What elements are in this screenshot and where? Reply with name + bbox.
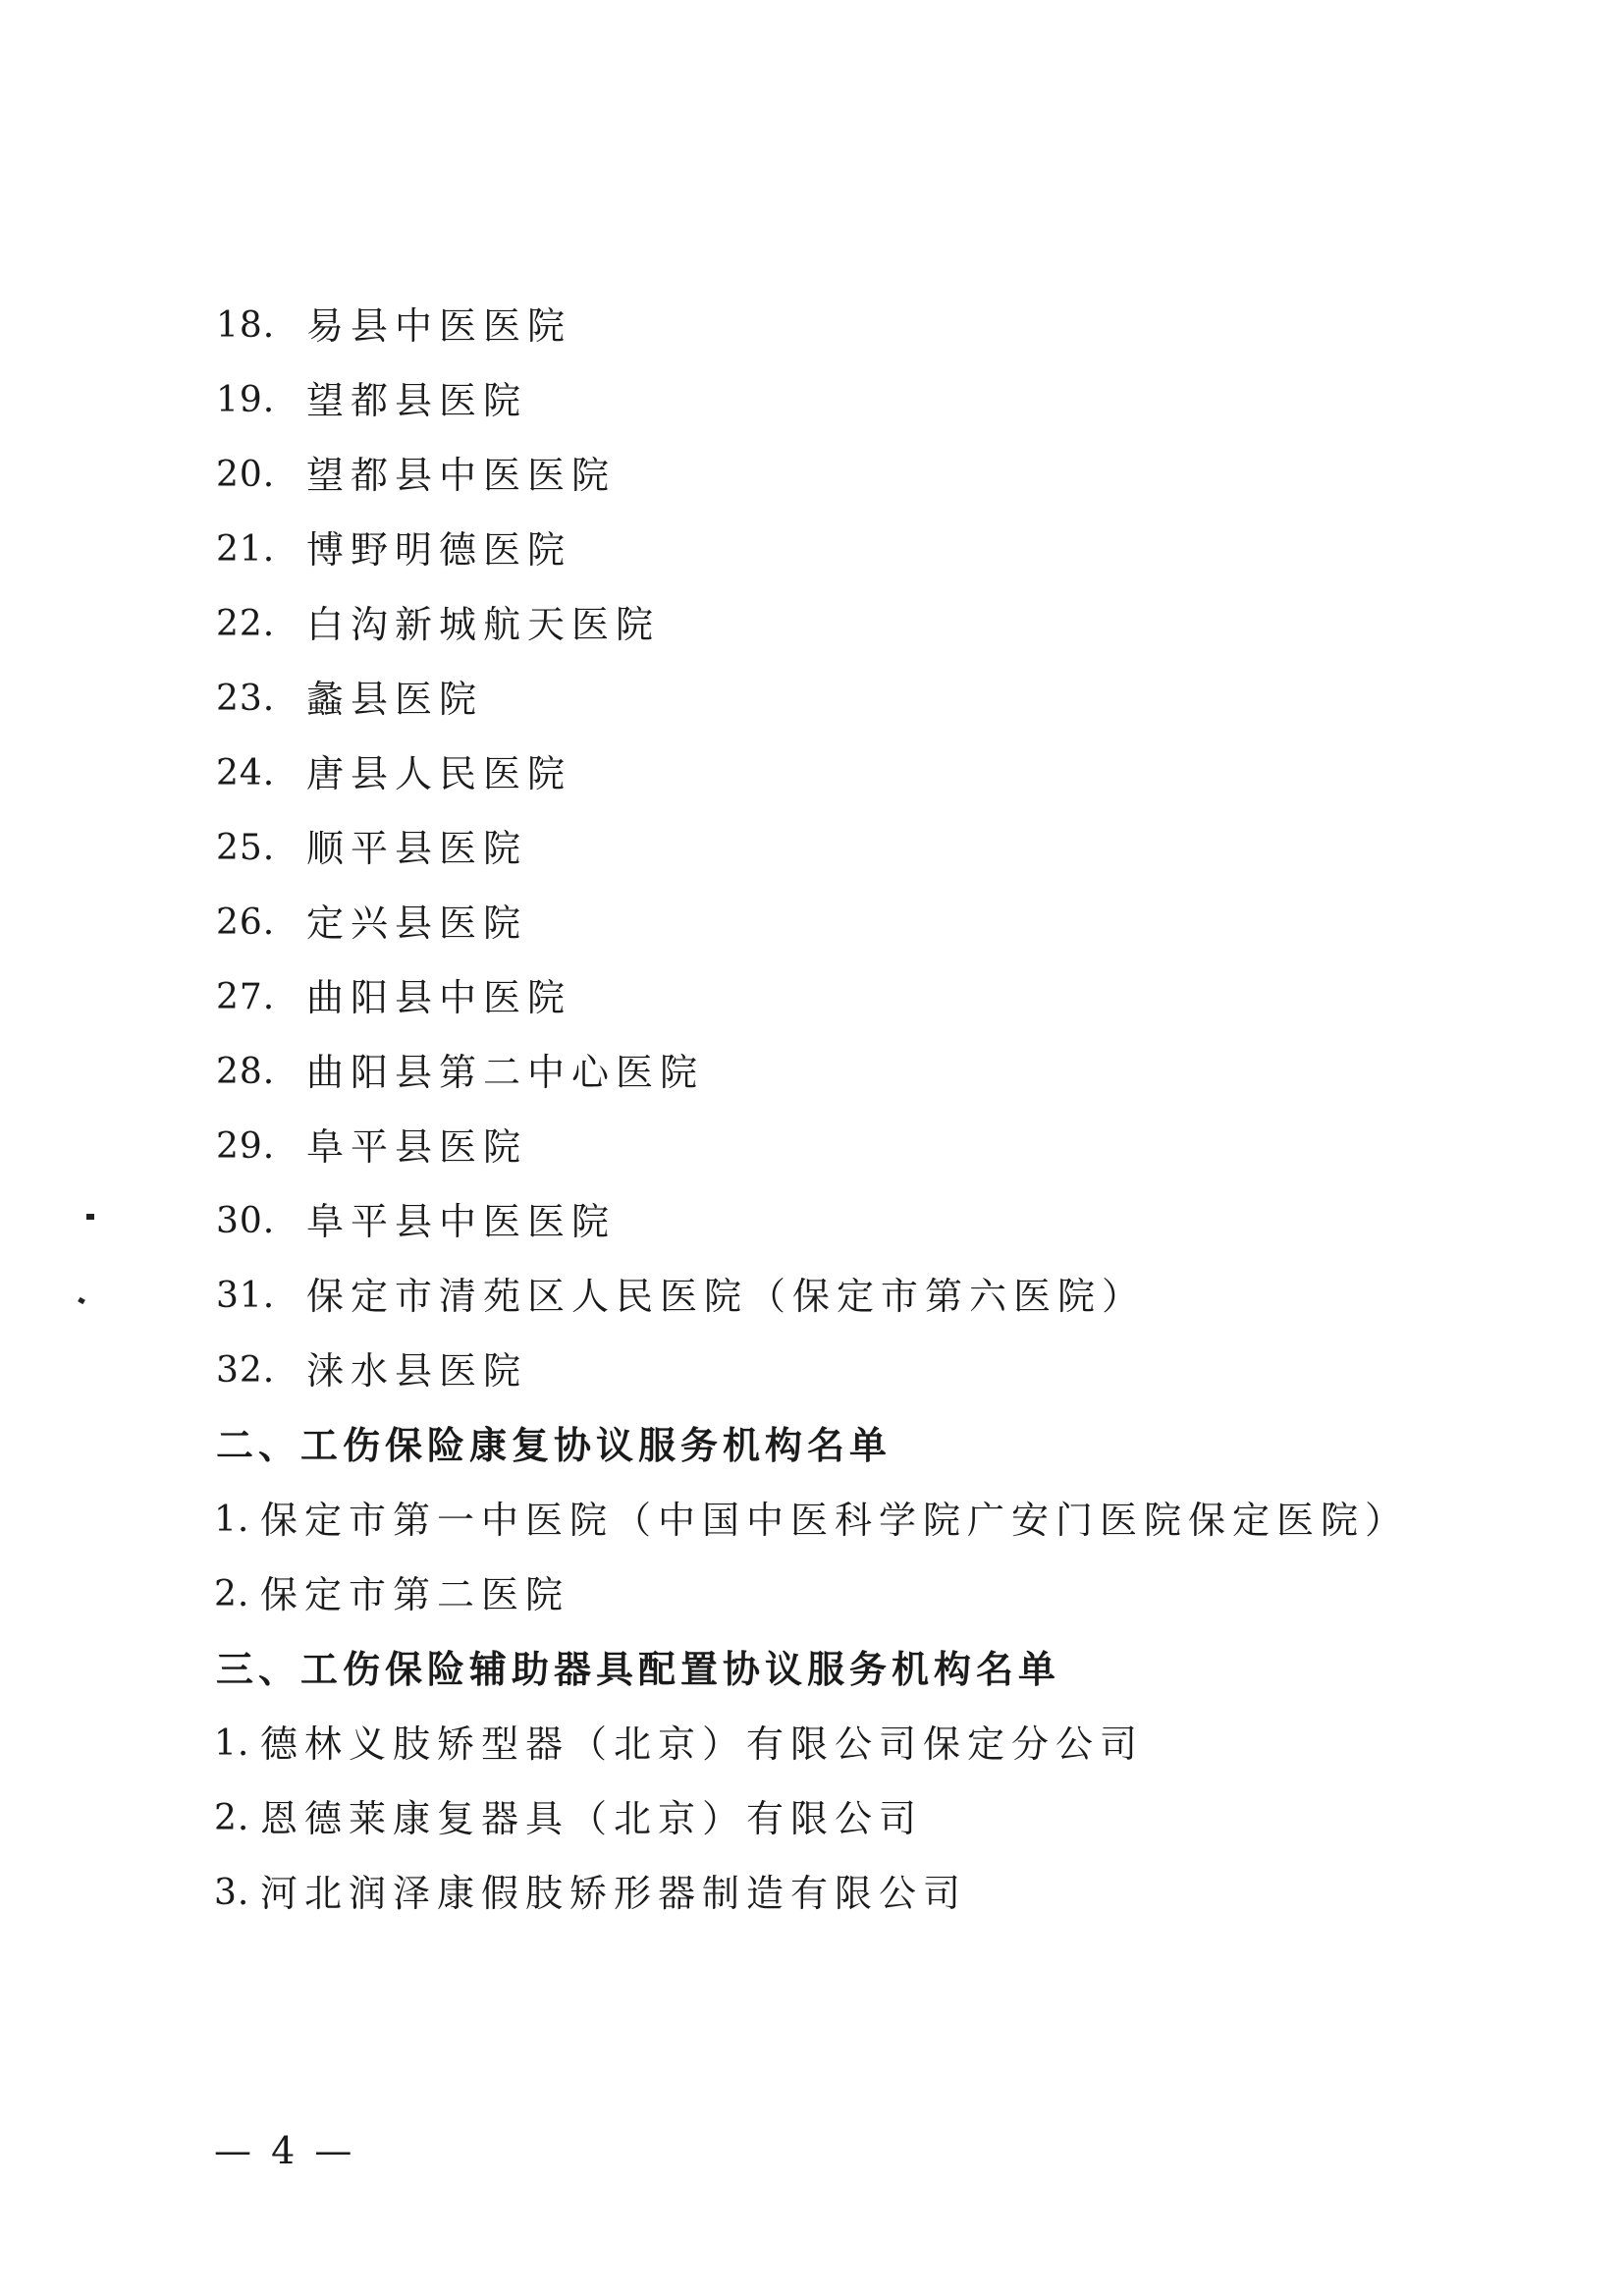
item-number: 19. — [216, 380, 276, 420]
list-item — [0, 1491, 1623, 1550]
list-item — [0, 1118, 1623, 1176]
item-name: 蠡县医院 — [306, 678, 484, 721]
item-name: 望都县中医医院 — [306, 454, 617, 497]
item-number: 26. — [216, 902, 276, 943]
list-item — [0, 744, 1623, 803]
item-name: 河北润泽康假肢矫形器制造有限公司 — [260, 1872, 968, 1915]
item-number: 27. — [216, 977, 276, 1017]
item-number: 21. — [216, 529, 276, 570]
item-number: 2. — [214, 1798, 250, 1838]
list-item — [0, 1267, 1623, 1326]
item-number: 22. — [216, 604, 276, 644]
list-item — [0, 670, 1623, 729]
item-name: 易县中医医院 — [306, 304, 572, 348]
list-item — [0, 1864, 1623, 1923]
list-item — [0, 1565, 1623, 1624]
item-name: 定兴县医院 — [306, 902, 528, 945]
item-number: 20. — [216, 455, 276, 495]
item-number: 28. — [216, 1052, 276, 1092]
section-heading: 三、工伤保险辅助器具配置协议服务机构名单 — [216, 1648, 1061, 1691]
item-number: 30. — [216, 1201, 276, 1241]
item-number: 23. — [216, 679, 276, 719]
item-name: 恩德莱康复器具（北京）有限公司 — [260, 1797, 924, 1840]
item-number: 1. — [214, 1500, 250, 1540]
section-heading: 二、工伤保险康复协议服务机构名单 — [216, 1424, 893, 1467]
item-number: 18. — [216, 305, 276, 346]
list-item — [0, 371, 1623, 430]
item-name: 曲阳县第二中心医院 — [306, 1051, 705, 1094]
item-number: 24. — [216, 753, 276, 793]
item-name: 保定市清苑区人民医院（保定市第六医院） — [306, 1275, 1147, 1318]
item-name: 唐县人民医院 — [306, 752, 572, 795]
item-name: 博野明德医院 — [306, 528, 572, 572]
list-item — [0, 894, 1623, 953]
item-name: 保定市第二医院 — [260, 1573, 570, 1616]
list-item — [0, 968, 1623, 1027]
item-name: 涞水县医院 — [306, 1349, 528, 1393]
list-item — [0, 520, 1623, 579]
list-item — [0, 595, 1623, 654]
item-name: 阜平县中医医院 — [306, 1200, 617, 1243]
item-name: 顺平县医院 — [306, 827, 528, 870]
list-item — [0, 1192, 1623, 1251]
item-number: 2. — [214, 1574, 250, 1614]
item-name: 德林义肢矫型器（北京）有限公司保定分公司 — [260, 1722, 1145, 1766]
item-number: 31. — [216, 1276, 276, 1316]
item-number: 3. — [214, 1873, 250, 1913]
item-name: 保定市第一中医院（中国中医科学院广安门医院保定医院） — [260, 1499, 1410, 1542]
list-item — [0, 297, 1623, 355]
list-item — [0, 1715, 1623, 1774]
item-name: 望都县医院 — [306, 379, 528, 422]
list-item — [0, 1341, 1623, 1400]
list-item — [0, 446, 1623, 505]
list-item — [0, 819, 1623, 878]
list-item — [0, 1043, 1623, 1102]
list-item — [0, 1789, 1623, 1848]
page-number: — 4 — — [214, 2129, 356, 2172]
item-name: 白沟新城航天医院 — [306, 603, 661, 646]
item-number: 32. — [216, 1350, 276, 1391]
item-name: 曲阳县中医院 — [306, 976, 572, 1019]
item-number: 1. — [214, 1723, 250, 1764]
item-number: 25. — [216, 828, 276, 868]
item-number: 29. — [216, 1126, 276, 1167]
item-name: 阜平县医院 — [306, 1125, 528, 1169]
